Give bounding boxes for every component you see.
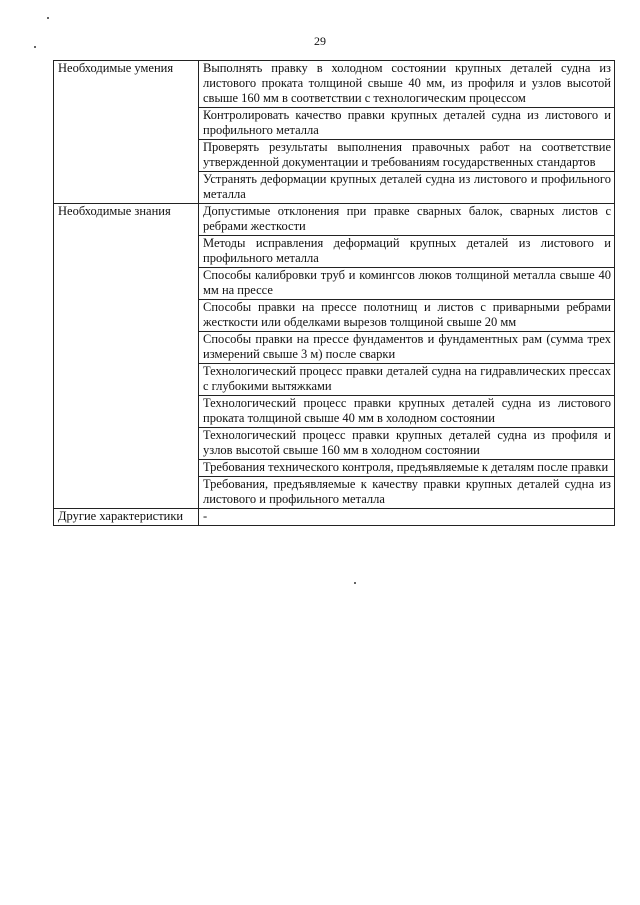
page-number: 29 (314, 34, 326, 48)
requirement-item: Методы исправления деформаций крупных деталей из листового и профильного металла (199, 236, 615, 268)
section-label: Необходимые знания (54, 204, 199, 509)
requirement-item: Проверять результаты выполнения правочных работ на соответствие утвержденной документации и требованиям государственных стандартов (199, 140, 615, 172)
requirement-item: Устранять деформации крупных деталей судна из листового и профильного металла (199, 172, 615, 204)
scan-speck (34, 46, 36, 48)
table-row (54, 61, 615, 108)
requirement-item: Технологический процесс правки крупных деталей судна из профиля и узлов высотой свыше 160 мм в холодном состоянии (199, 428, 615, 460)
scan-speck (354, 582, 356, 584)
requirement-item: Способы калибровки труб и комингсов люков толщиной металла свыше 40 мм на прессе (199, 268, 615, 300)
requirement-item: Способы правки на прессе полотнищ и листов с приварными ребрами жесткости или обделками вырезов толщиной свыше 20 мм (199, 300, 615, 332)
requirements-table (53, 60, 615, 526)
requirement-item: - (199, 509, 615, 526)
requirement-item: Требования технического контроля, предъявляемые к деталям после правки (199, 460, 615, 477)
requirement-item: Контролировать качество правки крупных деталей судна из листового и профильного металла (199, 108, 615, 140)
requirement-item: Выполнять правку в холодном состоянии крупных деталей судна из листового проката толщиной свыше 40 мм, из профиля и узлов высотой свыше 160 мм в соответствии с технологическим процессом (199, 61, 615, 108)
requirement-item: Требования, предъявляемые к качеству правки крупных деталей судна из листового и профильного металла (199, 477, 615, 509)
requirements-table-body (54, 61, 615, 526)
requirement-item: Технологический процесс правки деталей судна на гидравлических прессах с глубокими вытяжками (199, 364, 615, 396)
section-label: Другие характеристики (54, 509, 199, 526)
section-label: Необходимые умения (54, 61, 199, 204)
requirement-item: Допустимые отклонения при правке сварных балок, сварных листов с ребрами жесткости (199, 204, 615, 236)
table-row (54, 204, 615, 236)
table-row (54, 509, 615, 526)
requirement-item: Способы правки на прессе фундаментов и фундаментных рам (сумма трех измерений свыше 3 м) после сварки (199, 332, 615, 364)
scan-speck (47, 17, 49, 19)
requirement-item: Технологический процесс правки крупных деталей судна из листового проката толщиной свыше 40 мм в холодном состоянии (199, 396, 615, 428)
